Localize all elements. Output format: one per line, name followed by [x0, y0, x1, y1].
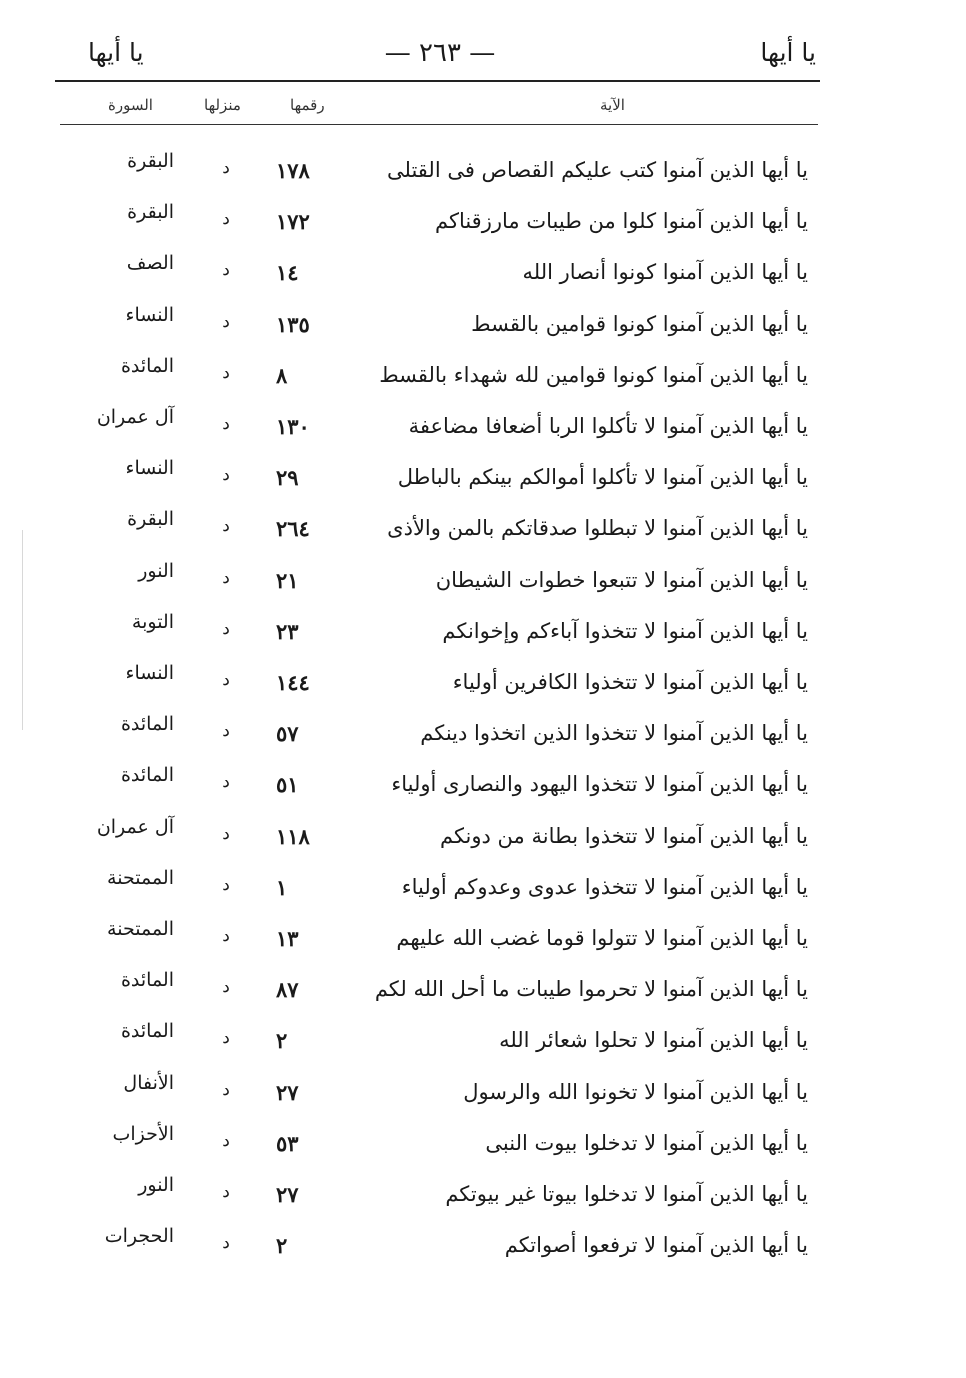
revelation-place: د: [222, 1028, 230, 1048]
revelation-place: د: [222, 619, 230, 639]
page-number: — ٢٦٣ —: [384, 38, 496, 68]
ayah-number: ١٧٨: [276, 158, 310, 183]
revelation-place: د: [222, 1080, 230, 1100]
table-row: [0, 816, 966, 866]
surah-name: الأنفال: [123, 1072, 174, 1094]
table-row: [0, 1020, 966, 1070]
revelation-place: د: [222, 312, 230, 332]
surah-name: الصف: [126, 252, 174, 274]
revelation-place: د: [222, 772, 230, 792]
surah-name: الأحزاب: [112, 1123, 174, 1145]
ayah-number: ١٣: [276, 926, 299, 951]
ayah-number: ٥٧: [276, 721, 299, 746]
table-row: [0, 1123, 966, 1173]
surah-name: النور: [138, 560, 174, 582]
revelation-place: د: [222, 1233, 230, 1253]
ayah-number: ٨٧: [276, 977, 299, 1002]
revelation-place: د: [222, 209, 230, 229]
ayah-text: يا أيها الذين آمنوا كونوا قوامين بالقسط: [471, 312, 808, 336]
ayah-text: يا أيها الذين آمنوا لا تدخلوا بيوت النبى: [485, 1131, 808, 1155]
revelation-place: د: [222, 516, 230, 536]
table-row: [0, 457, 966, 507]
revelation-place: د: [222, 824, 230, 844]
table-row: [0, 201, 966, 251]
revelation-place: د: [222, 926, 230, 946]
ayah-text: يا أيها الذين آمنوا كونوا أنصار الله: [522, 260, 808, 284]
ayah-text: يا أيها الذين آمنوا لا تخونوا الله والرسول: [463, 1080, 808, 1104]
surah-name: الممتحنة: [107, 867, 174, 889]
ayah-number: ١: [276, 875, 288, 900]
ayah-text: يا أيها الذين آمنوا لا تأكلوا أموالكم بينكم بالباطل: [397, 465, 808, 489]
surah-name: المائدة: [120, 1020, 174, 1042]
ayah-text: يا أيها الذين آمنوا لا تأكلوا الربا أضعافا مضاعفة: [408, 414, 808, 438]
ayah-number: ١٣٥: [276, 312, 310, 337]
column-heading-surah: السورة: [108, 96, 153, 114]
surah-name: المائدة: [120, 764, 174, 786]
ayah-number: ٢٩: [276, 465, 299, 490]
surah-name: المائدة: [120, 713, 174, 735]
revelation-place: د: [222, 1182, 230, 1202]
ayah-number: ١١٨: [276, 824, 310, 849]
table-row: [0, 1225, 966, 1275]
ayah-text: يا أيها الذين آمنوا لا تتخذوا بطانة من دونكم: [439, 824, 808, 848]
revelation-place: د: [222, 363, 230, 383]
ayah-text: يا أيها الذين آمنوا لا تتبعوا خطوات الشيطان: [435, 568, 808, 592]
ayah-text: يا أيها الذين آمنوا لا تحلوا شعائر الله: [499, 1028, 808, 1052]
ayah-number: ١٤: [276, 260, 299, 285]
ayah-number: ٢٣: [276, 619, 299, 644]
revelation-place: د: [222, 414, 230, 434]
running-head-left: يا أيها: [88, 38, 144, 67]
revelation-place: د: [222, 721, 230, 741]
column-heading-ayah: الآية: [600, 96, 625, 114]
surah-name: آل عمران: [96, 406, 174, 428]
ayah-number: ٥٣: [276, 1131, 299, 1156]
revelation-place: د: [222, 977, 230, 997]
table-row: [0, 867, 966, 917]
table-row: [0, 252, 966, 302]
revelation-place: د: [222, 1131, 230, 1151]
table-row: [0, 969, 966, 1019]
table-row: [0, 406, 966, 456]
surah-name: آل عمران: [96, 816, 174, 838]
table-row: [0, 1174, 966, 1224]
ayah-number: ٢: [276, 1233, 288, 1258]
surah-name: النساء: [125, 662, 174, 684]
table-row: [0, 560, 966, 610]
table-row: [0, 1072, 966, 1122]
ayah-text: يا أيها الذين آمنوا لا ترفعوا أصواتكم: [504, 1233, 808, 1257]
table-row: [0, 918, 966, 968]
ayah-text: يا أيها الذين آمنوا لا تبطلوا صدقاتكم بالمن والأذى: [387, 516, 808, 540]
ayah-text: يا أيها الذين آمنوا لا تحرموا طيبات ما أحل الله لكم: [374, 977, 808, 1001]
ayah-text: يا أيها الذين آمنوا لا تتولوا قوما غضب الله عليهم: [396, 926, 808, 950]
ayah-text: يا أيها الذين آمنوا لا تتخذوا اليهود والنصارى أولياء: [391, 772, 808, 796]
ayah-number: ٢٧: [276, 1182, 299, 1207]
table-row: [0, 662, 966, 712]
table-row: [0, 150, 966, 200]
running-head-right: يا أيها: [760, 38, 816, 67]
ayah-number: ١٤٤: [276, 670, 310, 695]
revelation-place: د: [222, 158, 230, 178]
header-rule: [55, 80, 820, 82]
revelation-place: د: [222, 260, 230, 280]
table-row: [0, 611, 966, 661]
revelation-place: د: [222, 875, 230, 895]
revelation-place: د: [222, 465, 230, 485]
ayah-number: ٥١: [276, 772, 299, 797]
revelation-place: د: [222, 568, 230, 588]
surah-name: النور: [138, 1174, 174, 1196]
ayah-text: يا أيها الذين آمنوا كلوا من طيبات مارزقناكم: [434, 209, 808, 233]
table-row: [0, 304, 966, 354]
ayah-number: ٢: [276, 1028, 288, 1053]
surah-name: البقرة: [127, 150, 174, 172]
ayah-text: يا أيها الذين آمنوا لا تتخذوا الذين اتخذوا دينكم: [420, 721, 808, 745]
surah-name: التوبة: [131, 611, 174, 633]
ayah-text: يا أيها الذين آمنوا كتب عليكم القصاص فى القتلى: [387, 158, 808, 182]
ayah-number: ٢٧: [276, 1080, 299, 1105]
surah-name: المائدة: [120, 355, 174, 377]
ayah-text: يا أيها الذين آمنوا لا تتخذوا الكافرين أولياء: [452, 670, 808, 694]
surah-name: الحجرات: [104, 1225, 174, 1247]
ayah-text: يا أيها الذين آمنوا لا تتخذوا آباءكم وإخوانكم: [442, 619, 808, 643]
surah-name: البقرة: [127, 201, 174, 223]
surah-name: الممتحنة: [107, 918, 174, 940]
revelation-place: د: [222, 670, 230, 690]
ayah-number: ٢٦٤: [276, 516, 310, 541]
ayah-number: ٨: [276, 363, 288, 388]
column-heading-number: رقمها: [290, 96, 325, 114]
ayah-text: يا أيها الذين آمنوا لا تدخلوا بيوتا غير بيوتكم: [445, 1182, 808, 1206]
table-row: [0, 355, 966, 405]
surah-name: النساء: [125, 304, 174, 326]
scan-margin-mark: [22, 530, 23, 730]
table-row: [0, 508, 966, 558]
table-row: [0, 764, 966, 814]
ayah-text: يا أيها الذين آمنوا لا تتخذوا عدوى وعدوكم أولياء: [401, 875, 808, 899]
surah-name: المائدة: [120, 969, 174, 991]
surah-name: النساء: [125, 457, 174, 479]
table-row: [0, 713, 966, 763]
ayah-number: ١٧٢: [276, 209, 310, 234]
ayah-number: ١٣٠: [276, 414, 310, 439]
ayah-number: ٢١: [276, 568, 299, 593]
column-heading-revelation: منزلها: [204, 96, 241, 114]
surah-name: البقرة: [127, 508, 174, 530]
ayah-text: يا أيها الذين آمنوا كونوا قوامين لله شهداء بالقسط: [379, 363, 808, 387]
column-heading-rule: [60, 124, 818, 125]
